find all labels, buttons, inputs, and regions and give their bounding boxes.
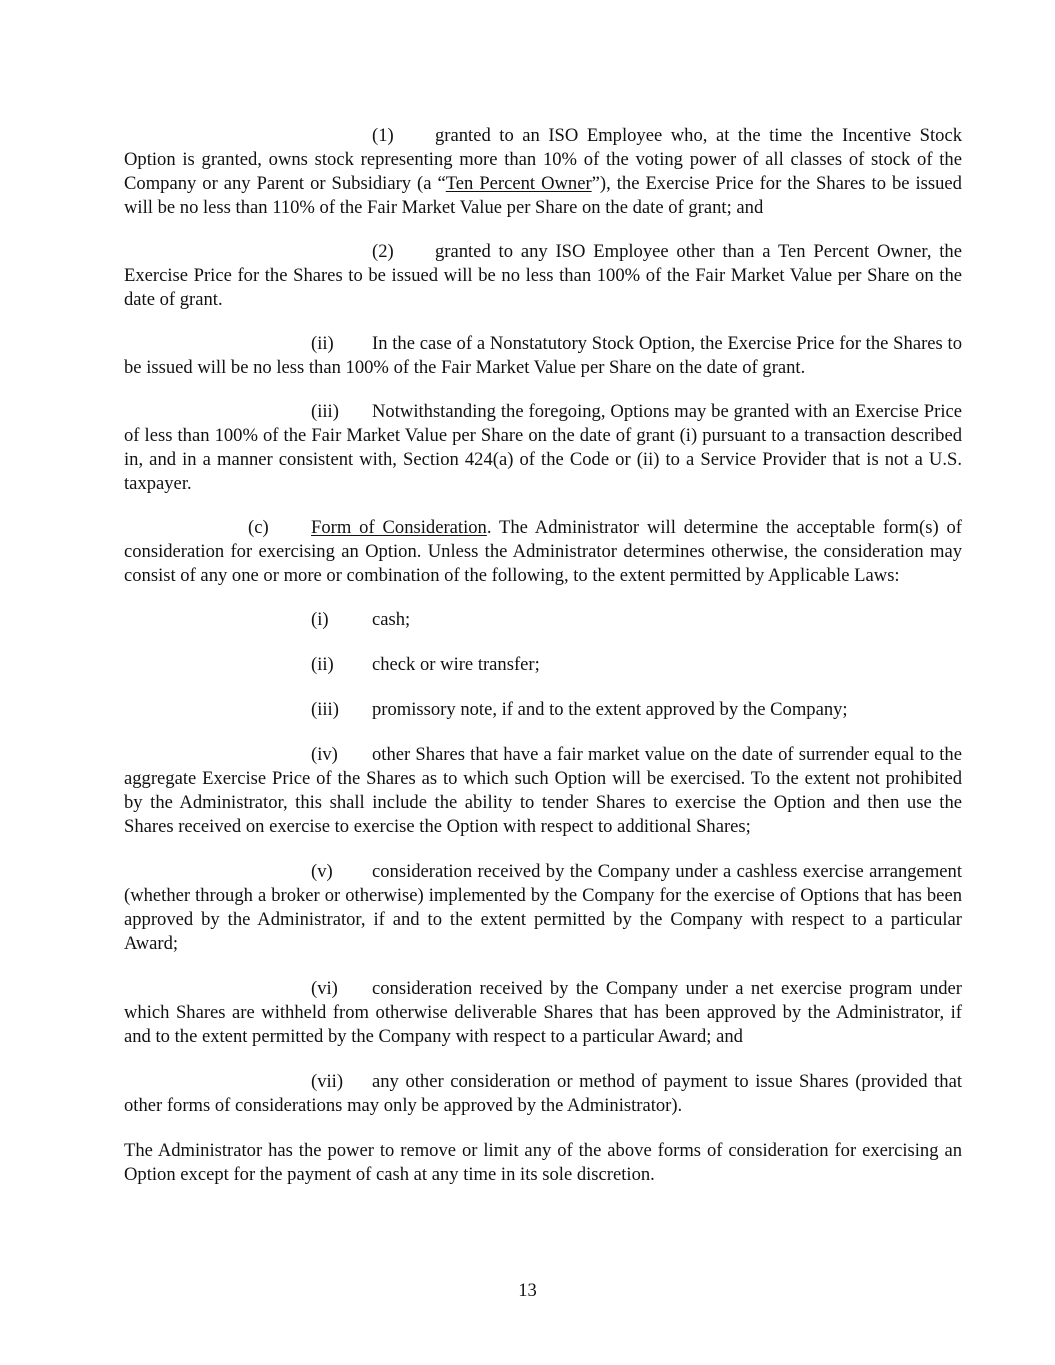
consideration-item-promissory-note — [124, 698, 962, 722]
consideration-item-other-shares — [124, 743, 962, 839]
clause-text: In the case of a Nonstatutory Stock Option, the Exercise Price for the Shares to be issued will be no less than 100% of the Fair Market Value per Share on the date of grant. — [124, 333, 962, 378]
item-text: cash; — [372, 609, 411, 630]
clause-label: (iii) — [311, 401, 339, 422]
item-label: (vii) — [311, 1071, 344, 1092]
defined-term-ten-percent-owner: Ten Percent Owner — [445, 173, 592, 194]
clause-text: granted to an ISO Employee who, at the time the Incentive Stock Option is granted, owns stock representing more than 10% of the voting power of all classes of stock of the Company or any Parent or Subsidiary (a “ — [124, 125, 962, 194]
clause-text: granted to any ISO Employee other than a Ten Percent Owner, the Exercise Price for the Shares to be issued will be no less than 100% of the Fair Market Value per Share on the date of grant. — [124, 241, 962, 310]
document-page — [124, 124, 962, 1207]
item-label: (vi) — [311, 978, 338, 999]
consideration-item-check — [124, 653, 962, 677]
section-c-form-of-consideration — [124, 516, 962, 588]
clause-label: (1) — [372, 125, 394, 146]
item-label: (ii) — [311, 654, 334, 675]
consideration-item-net-exercise — [124, 977, 962, 1049]
clause-label: (ii) — [311, 333, 334, 354]
closing-paragraph: The Administrator has the power to remove or limit any of the above forms of consideration for exercising an Option except for the payment of cash at any time in its sole discretion. — [124, 1140, 962, 1185]
section-text: . The Administrator will determine the acceptable form(s) of consideration for exercising an Option. Unless the Administrator determines otherwise, the consideration may consist of any one or more or combination of the following, to the extent permitted by Applicable Laws: — [124, 517, 962, 586]
item-label: (iv) — [311, 744, 338, 765]
item-label: (v) — [311, 861, 333, 882]
section-heading: Form of Consideration — [311, 517, 487, 538]
item-label: (i) — [311, 609, 329, 630]
clause-2 — [124, 240, 962, 312]
clause-text: ”), the Exercise Price for the Shares to be issued will be no less than 110% of the Fair Market Value per Share on the date of grant; and — [124, 173, 962, 218]
page-number: 13 — [518, 1280, 537, 1301]
clause-ii-nonstatutory — [124, 332, 962, 380]
item-text: other Shares that have a fair market value on the date of surrender equal to the aggregate Exercise Price of the Shares as to which such Option will be exercised. To the extent not prohibited by the Administrator, this shall include the ability to tender Shares to exercise the Option and then use the Shares received on exercise to exercise the Option with respect to additional Shares; — [124, 744, 962, 837]
item-text: check or wire transfer; — [372, 654, 540, 675]
item-text: promissory note, if and to the extent approved by the Company; — [372, 699, 848, 720]
consideration-item-cash — [124, 608, 962, 632]
item-label: (iii) — [311, 699, 339, 720]
clause-1 — [124, 124, 962, 220]
clause-iii-notwithstanding — [124, 400, 962, 496]
item-text: consideration received by the Company under a net exercise program under which Shares are withheld from otherwise deliverable Shares that has been approved by the Administrator, if and to the extent permitted by the Company with respect to a particular Award; and — [124, 978, 962, 1047]
item-text: any other consideration or method of payment to issue Shares (provided that other forms of considerations may only be approved by the Administrator). — [124, 1071, 962, 1116]
section-label: (c) — [248, 517, 269, 538]
consideration-item-cashless-exercise — [124, 860, 962, 956]
clause-text: Notwithstanding the foregoing, Options may be granted with an Exercise Price of less than 100% of the Fair Market Value per Share on the date of grant (i) pursuant to a transaction described in, and in a manner consistent with, Section 424(a) of the Code or (ii) to a Service Provider that is not a U.S. taxpayer. — [124, 401, 962, 494]
consideration-item-other-method — [124, 1070, 962, 1118]
item-text: consideration received by the Company under a cashless exercise arrangement (whether through a broker or otherwise) implemented by the Company for the exercise of Options that has been approved by the Administrator, if and to the extent permitted by the Company with respect to a particular Award; — [124, 861, 962, 954]
clause-label: (2) — [372, 241, 394, 262]
